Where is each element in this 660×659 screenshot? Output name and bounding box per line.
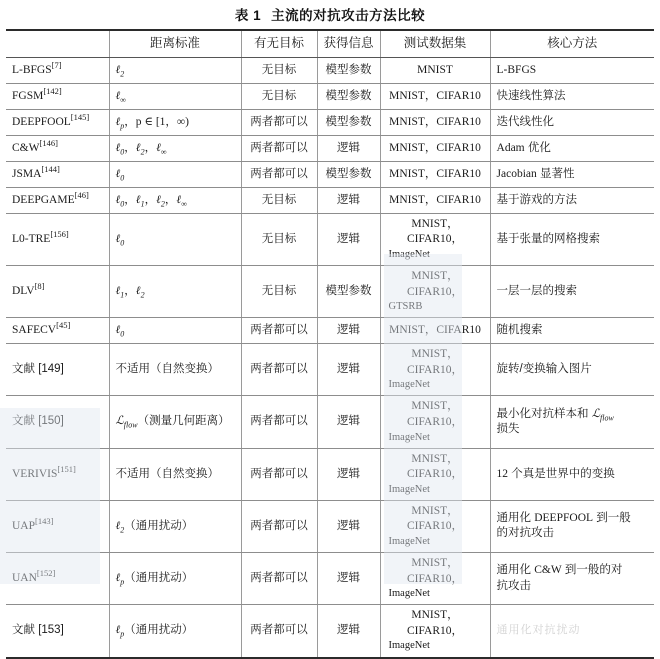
col-header-name: [6, 31, 109, 57]
cell-core-method: 最小化对抗样本和 ℒ$_{flow}$ 损失: [490, 396, 654, 448]
cell-method-name: FGSM[142]: [6, 83, 109, 109]
cell-targeted: 无目标: [241, 57, 317, 83]
cell-targeted: 两者都可以: [241, 344, 317, 396]
cell-targeted: 两者都可以: [241, 161, 317, 187]
table-row: [6, 187, 654, 213]
cell-distance-metric: ℓ$_2$: [109, 57, 241, 83]
cell-info-access: 模型参数: [317, 83, 380, 109]
cell-method-name: UAP[143]: [6, 500, 109, 552]
cell-info-access: 模型参数: [317, 266, 380, 318]
table-row: [6, 57, 654, 83]
cell-targeted: 两者都可以: [241, 553, 317, 605]
cell-datasets: MNIST，CIFAR10， ImageNet: [380, 213, 490, 265]
cell-distance-metric: 不适用（自然变换）: [109, 344, 241, 396]
cell-info-access: 逻辑: [317, 213, 380, 265]
table-row: [6, 135, 654, 161]
cell-method-name: SAFECV[45]: [6, 318, 109, 344]
watermark-text: 通用化对抗扰动: [496, 624, 581, 637]
cell-core-method: 随机搜索: [490, 318, 654, 344]
cell-datasets: MNIST，CIFAR10， GTSRB: [380, 266, 490, 318]
table-bottom-rule: [6, 657, 654, 659]
cell-targeted: 无目标: [241, 213, 317, 265]
comparison-table: [6, 31, 654, 657]
cell-info-access: 逻辑: [317, 553, 380, 605]
cell-info-access: 逻辑: [317, 187, 380, 213]
table-row: [6, 605, 654, 657]
cell-datasets: MNIST，CIFAR10， ImageNet: [380, 448, 490, 500]
cell-info-access: 逻辑: [317, 500, 380, 552]
cell-info-access: 模型参数: [317, 57, 380, 83]
col-header-dataset: 测试数据集: [380, 31, 490, 57]
cell-core-method: 快速线性算法: [490, 83, 654, 109]
cell-method-name: JSMA[144]: [6, 161, 109, 187]
cell-targeted: 两者都可以: [241, 135, 317, 161]
cell-method-name: 文献 [149]: [6, 344, 109, 396]
cell-distance-metric: ℒ$_{flow}$（测量几何距离）: [109, 396, 241, 448]
cell-targeted: 两者都可以: [241, 448, 317, 500]
cell-datasets: MNIST，CIFAR10: [380, 161, 490, 187]
cell-core-method: 迭代线性化: [490, 109, 654, 135]
cell-core-method: 基于张量的网格搜索: [490, 213, 654, 265]
table-row: [6, 553, 654, 605]
table-row: [6, 266, 654, 318]
cell-distance-metric: ℓ$_p$（通用扰动）: [109, 605, 241, 657]
table-row: [6, 109, 654, 135]
cell-info-access: 逻辑: [317, 396, 380, 448]
cell-core-method: Adam 优化: [490, 135, 654, 161]
cell-core-method: 通用化 DEEPFOOL 到一般 的对抗攻击: [490, 500, 654, 552]
cell-method-name: C&W[146]: [6, 135, 109, 161]
cell-core-method: L-BFGS: [490, 57, 654, 83]
cell-distance-metric: ℓ$_p$（通用扰动）: [109, 553, 241, 605]
cell-targeted: 无目标: [241, 266, 317, 318]
cell-targeted: 两者都可以: [241, 500, 317, 552]
col-header-method: 核心方法: [490, 31, 654, 57]
cell-datasets: MNIST，CIFAR10， ImageNet: [380, 344, 490, 396]
cell-info-access: 模型参数: [317, 109, 380, 135]
table-row: [6, 161, 654, 187]
cell-core-method: 基于游戏的方法: [490, 187, 654, 213]
cell-datasets: MNIST，CIFAR10， ImageNet: [380, 396, 490, 448]
cell-targeted: 两者都可以: [241, 109, 317, 135]
cell-targeted: 两者都可以: [241, 396, 317, 448]
cell-distance-metric: ℓ$_1$，ℓ$_2$: [109, 266, 241, 318]
cell-info-access: 模型参数: [317, 161, 380, 187]
cell-method-name: DLV[8]: [6, 266, 109, 318]
table-row: [6, 396, 654, 448]
cell-method-name: L-BFGS[7]: [6, 57, 109, 83]
cell-distance-metric: ℓ$_2$（通用扰动）: [109, 500, 241, 552]
cell-datasets: MNIST: [380, 57, 490, 83]
table-body: [6, 57, 654, 656]
cell-info-access: 逻辑: [317, 448, 380, 500]
cell-info-access: 逻辑: [317, 318, 380, 344]
table-row: [6, 83, 654, 109]
table-title-text: 主流的对抗攻击方法比较: [271, 8, 426, 23]
cell-distance-metric: ℓ$_0$: [109, 318, 241, 344]
cell-distance-metric: ℓ$_0$，ℓ$_2$，ℓ$_\infty$: [109, 135, 241, 161]
col-header-distance: 距离标准: [109, 31, 241, 57]
cell-distance-metric: ℓ$_\infty$: [109, 83, 241, 109]
table-row: [6, 448, 654, 500]
cell-method-name: DEEPFOOL[145]: [6, 109, 109, 135]
cell-method-name: DEEPGAME[46]: [6, 187, 109, 213]
table-row: [6, 213, 654, 265]
cell-info-access: 逻辑: [317, 605, 380, 657]
cell-datasets: MNIST，CIFAR10: [380, 83, 490, 109]
cell-core-method: 一层一层的搜索: [490, 266, 654, 318]
cell-targeted: 无目标: [241, 83, 317, 109]
table-header-row: [6, 31, 654, 57]
cell-info-access: 逻辑: [317, 135, 380, 161]
cell-distance-metric: ℓ$_0$: [109, 161, 241, 187]
cell-core-method: 12 个真是世界中的变换: [490, 448, 654, 500]
cell-datasets: MNIST，CIFAR10， ImageNet: [380, 500, 490, 552]
cell-method-name: 文献 [153]: [12, 624, 64, 637]
cell-info-access: 逻辑: [317, 344, 380, 396]
cell-method-name: VERIVIS[151]: [6, 448, 109, 500]
table-row: [6, 500, 654, 552]
cell-method-name: UAN[152]: [6, 553, 109, 605]
cell-method-name: 文献 [150]: [6, 396, 109, 448]
cell-distance-metric: ℓ$_0$，ℓ$_1$，ℓ$_2$，ℓ$_\infty$: [109, 187, 241, 213]
cell-datasets: MNIST，CIFAR10: [380, 109, 490, 135]
cell-targeted: 无目标: [241, 187, 317, 213]
table-row: [6, 318, 654, 344]
cell-distance-metric: ℓ$_0$: [109, 213, 241, 265]
table-number: 表 1: [234, 8, 262, 23]
cell-targeted: 两者都可以: [241, 318, 317, 344]
col-header-info: 获得信息: [317, 31, 380, 57]
cell-datasets: MNIST，CIFAR10: [380, 187, 490, 213]
col-header-target: 有无目标: [241, 31, 317, 57]
cell-datasets: MNIST，CIFAR10: [380, 135, 490, 161]
table-caption: [0, 0, 660, 29]
cell-core-method: Jacobian 显著性: [490, 161, 654, 187]
cell-datasets: MNIST，CIFAR10， ImageNet: [380, 553, 490, 605]
cell-targeted: 两者都可以: [241, 605, 317, 657]
cell-core-method: [490, 605, 654, 657]
cell-datasets: MNIST，CIFAR10: [380, 318, 490, 344]
cell-method-name: L0-TRE[156]: [6, 213, 109, 265]
cell-core-method: 旋转/变换输入图片: [490, 344, 654, 396]
cell-distance-metric: 不适用（自然变换）: [109, 448, 241, 500]
cell-core-method: 通用化 C&W 到一般的对 抗攻击: [490, 553, 654, 605]
table-row: [6, 344, 654, 396]
cell-distance-metric: ℓ$_p$，p ∈ [1，∞): [109, 109, 241, 135]
cell-datasets: MNIST，CIFAR10， ImageNet: [380, 605, 490, 657]
